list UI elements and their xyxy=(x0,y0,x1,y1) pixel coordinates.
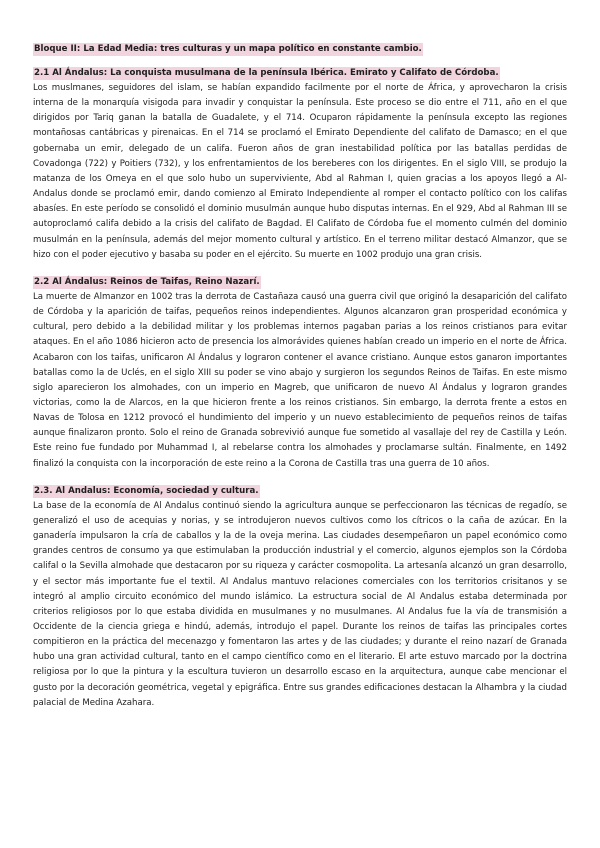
section-heading: 2.2 Al Ándalus: Reinos de Taifas, Reino Nazarí. xyxy=(34,276,260,287)
section-body: La base de la economía de Al Andalus continuó siendo la agricultura aunque se perfeccionaron las técnicas de regadío, se generalizó el uso de acequias y norias, y se introdujeron nuevos cultivos como los cítricos o la caña de azúcar. En la ganadería impulsaron la cría de caballos y la de la oveja merina. Las ciudades desempeñaron un papel económico como grandes centros de consumo ya que estimulaban la producción industrial y el comercio, algunos ejemplos son la Córdoba califal o la Sevilla almohade que destacaron por su riqueza y carácter cosmopolita. La artesanía alcanzó un gran desarrollo, y el sector más importante fue el textil. Al Andalus mantuvo relaciones comerciales con los territorios crisitanos y se integró al amplio circuito económico del mundo islámico. La estructura social de Al Andalus estaba determinada por criterios religiosos por lo que estaba dividida en musulmanes y no musulmanes. Al Andalus fue la vía de transmisión a Occidente de la ciencia griega e hindú, además, introdujo el papel. Durante los reinos de taifas las principales cortes compitieron en la práctica del mecenazgo y fomentaron las artes y de las ciudades; y durante el reino nazarí de Granada hubo una gran actividad cultural, tanto en el campo científico como en el literario. El arte estuvo marcado por la doctrina religiosa por lo que la pintura y la escultura tuvieron un desarrollo escaso en la arquitectura, aunque cabe mencionar el gusto por la decoración geométrica, vegetal y epigráfica. Entre sus grandes edificaciones destacan la Alhambra y la ciudad palacial de Medina Azahara. xyxy=(33,500,567,708)
section-heading: 2.1 Al Ándalus: La conquista musulmana de la península Ibérica. Emirato y Califato de Córdoba. xyxy=(34,68,499,78)
section-2-1 xyxy=(33,60,567,263)
document-title: Bloque II: La Edad Media: tres culturas y un mapa político en constante cambio. xyxy=(34,44,422,54)
section-2-3 xyxy=(33,478,567,711)
section-body: Los muslmanes, seguidores del islam, se habían expandido facilmente por el norte de África, y aprovecharon la crisis interna de la monarquía visigoda para invadir y conquistar la península. Este proceso se dio entre el 711, año en el que dirigidos por Tariq ganan la batalla de Guadalete, y el 714. Ocuparon rápidamente la península excepto las regiones montañosas cantábricas y pirenaicas. En el 714 se proclamó el Emirato Dependiente del califato de Damasco; en el que gobernaba un emir, delegado de un califa. Fueron años de gran inestabilidad política por las batallas perdidas de Covadonga (722) y Poitiers (732), y los enfrentamientos de los bereberes con los dirigentes. En el siglo VIII, se produjo la matanza de los Omeya en el que solo hubo un superviviente, Abd al Rahman I, quien gracias a los apoyos llegó a Al-Andalus donde se proclamó emir, dando comienzo al Emirato Independiente al romper el contacto político con los califas abasíes. En este período se consolidó el dominio musulmán aunque hubo disputas internas. En el 929, Abd al Rahman III se autoproclamó califa debido a la crisis del califato de Bagdad. El Califato de Córdoba fue el momento culmén del dominio musulmán en la península, además del mejor momento cultural y artístico. En el terreno militar destacó Almanzor, que se hizo con el poder ejecutivo y basaba su poder en el ejército. Su muerte en 1002 produjo una gran crisis. xyxy=(33,83,567,260)
section-heading: 2.3. Al Andalus: Economía, sociedad y cultura. xyxy=(34,485,259,496)
section-body: La muerte de Almanzor en 1002 tras la derrota de Castañaza causó una guerra civil que originó la desaparición del califato de Córdoba y la aparición de taifas, pequeños reinos independientes. Algunos alcanzaron gran prosperidad económica y cultural, pero debido a la debilidad militar y los problemas internos pagaban parias a los reinos cristianos para evitar ataques. En el año 1086 hicieron acto de presencia los almorávides quienes habían creado un imperio en el norte de África. Acabaron con los taifas, unificaron Al Ándalus y lograron contener el avance cristiano. Aunque estos ganaron importantes batallas como la de Uclés, en el siglo XIII su poder se vino abajo y surgieron los segundos Reinos de Taifas. En este mismo siglo aparecieron los almohades, con un imperio en Magreb, que unificaron de nuevo Al Ándalus y lograron grandes victorias, como la de Alarcos, en la que hicieron frente a los reinos cristianos. Sin embargo, la derrota frente a estos en Navas de Tolosa en 1212 provocó el hundimiento del imperio y un nuevo establecimiento de pequeños reinos de taifas aunque finalizaron pronto. Solo el reino de Granada sobrevivió aunque fue sometido al vasallaje del rey de Castilla y León. Este reino fue fundado por Muhammad I, al rebelarse contra los almohades y proclamarse sultán. Finalmente, en 1492 finalizó la conquista con la incorporación de este reino a la Corona de Castilla tras una guerra de 10 años. xyxy=(33,291,567,469)
section-2-2 xyxy=(33,269,567,472)
